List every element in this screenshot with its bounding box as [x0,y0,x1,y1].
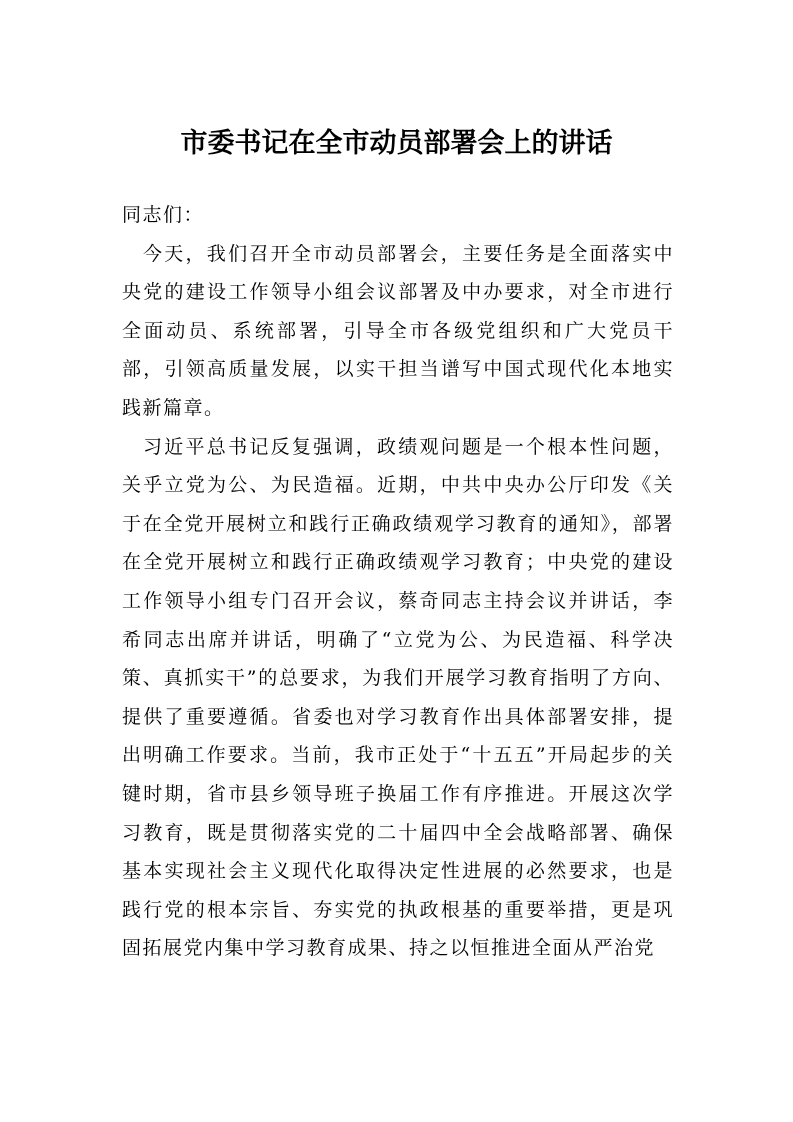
document-title: 市委书记在全市动员部署会上的讲话 [180,128,613,159]
document-body [122,196,674,968]
paragraph-1: 今天，我们召开全市动员部署会，主要任务是全面落实中央党的建设工作领导小组会议部署及中办要求，对全市进行全面动员、系统部署，引导全市各级党组织和广大党员干部，引领高质量发展，以实干担当谱写中国式现代化本地实践新篇章。 [122,242,674,419]
paragraph-2: 习近平总书记反复强调，政绩观问题是一个根本性问题，关乎立党为公、为民造福。近期，中共中央办公厅印发《关于在全党开展树立和践行正确政绩观学习教育的通知》，部署在全党开展树立和践行正确政绩观学习教育；中央党的建设工作领导小组专门召开会议，蔡奇同志主持会议并讲话，李希同志出席并讲话，明确了“立党为公、为民造福、科学决策、真抓实干”的总要求，为我们开展学习教育指明了方向、提供了重要遵循。省委也对学习教育作出具体部署安排，提出明确工作要求。当前，我市正处于“十五五”开局起步的关键时期，省市县乡领导班子换届工作有序推进。开展这次学习教育，既是贯彻落实党的二十届四中全会战略部署、确保基本实现社会主义现代化取得决定性进展的必然要求，也是践行党的根本宗旨、夯实党的执政根基的重要举措，更是巩固拓展党内集中学习教育成果、持之以恒推进全面从严治党 [122,435,674,960]
greeting: 同志们： [122,204,205,226]
